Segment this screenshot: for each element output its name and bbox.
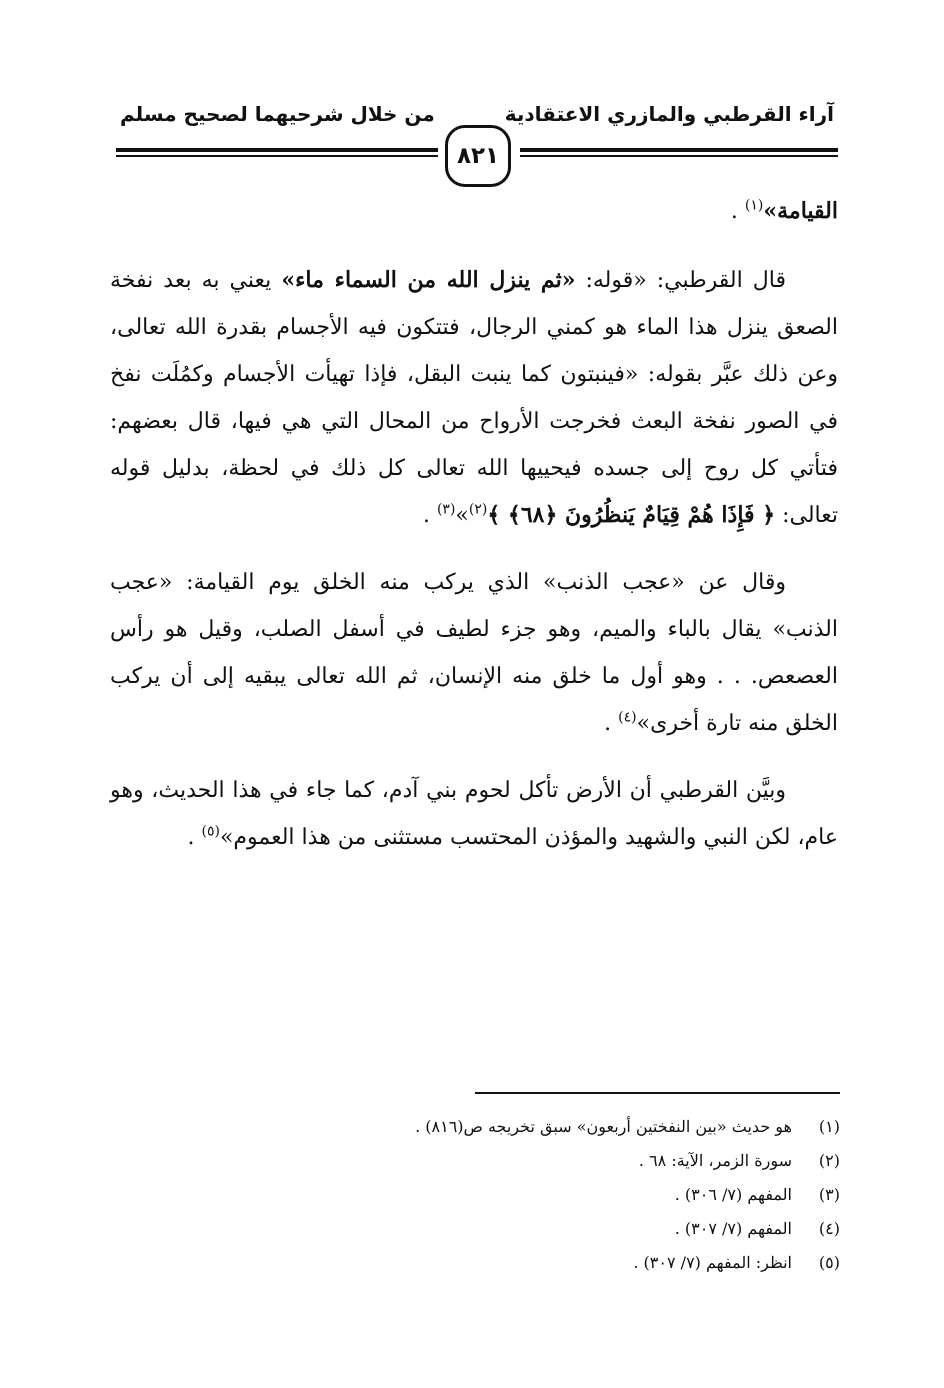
- footnote-text: المفهم (٧/ ٣٠٦) .: [674, 1185, 792, 1204]
- footnote-number: (٢): [818, 1151, 840, 1170]
- footnote-text: المفهم (٧/ ٣٠٧) .: [674, 1219, 792, 1238]
- running-header-title: آراء القرطبي والمازري الاعتقادية: [504, 102, 834, 126]
- header-rule-right-thin: [520, 155, 838, 157]
- footnote-ref: (٥): [201, 823, 220, 840]
- footnote-text: هو حديث «بين النفختين أربعون» سبق تخريجه ص(٨١٦) .: [415, 1117, 792, 1136]
- footnote-ref: (١): [744, 197, 764, 214]
- footnote: [240, 1212, 840, 1246]
- text-run: يعني به بعد نفخة الصعق ينزل هذا الماء هو كمني الرجال، فتتكون فيه الأجسام بقدرة الله تعالى، وعن ذلك عبَّر بقوله: «فينبتون كما ينبت البقل، فإذا تهيأت الأجسام وكمُلَت نفخ في الصور نفخة البعث فخرجت الأرواح من المحال التي هي فيها، قال بعضهم: فتأتي كل روح إلى جسده فيحييها الله تعالى كل ذلك في لحظة، بدليل قوله تعالى:: [110, 268, 838, 528]
- footnote-text: انظر: المفهم (٧/ ٣٠٧) .: [633, 1253, 792, 1272]
- header-rule-right-thick: [520, 148, 838, 152]
- main-text: [110, 188, 838, 881]
- footnote-text: سورة الزمر، الآية: ٦٨ .: [638, 1151, 792, 1170]
- text-run: .: [730, 199, 745, 224]
- footnote-separator: [475, 1092, 840, 1094]
- footnote-number: (٥): [818, 1253, 840, 1272]
- footnote: [240, 1178, 840, 1212]
- quran-verse: ﴿ فَإِذَا هُمْ قِيَامٌ يَنظُرُونَ ﴿٦٨﴾ ﴾: [487, 502, 776, 528]
- text-run: .: [604, 711, 619, 736]
- text-run: »: [455, 503, 469, 528]
- text-run: قال القرطبي: «قوله:: [575, 268, 786, 293]
- footnote-number: (٤): [818, 1219, 840, 1238]
- footnotes: [240, 1110, 840, 1280]
- paragraph: [110, 559, 838, 747]
- text-run: القيامة»: [763, 198, 838, 224]
- text-run: وبيَّن القرطبي أن الأرض تأكل لحوم بني آدم، كما جاء في هذا الحديث، وهو عام، لكن النبي والشهيد والمؤذن المحتسب مستثنى من هذا العموم»: [110, 778, 838, 850]
- paragraph-continuation: [110, 188, 838, 235]
- footnote: [240, 1110, 840, 1144]
- text-run: .: [187, 825, 202, 850]
- footnote: [240, 1144, 840, 1178]
- footnote-ref: (٣): [436, 501, 456, 518]
- running-header-subtitle: من خلال شرحيهما لصحيح مسلم: [120, 102, 435, 126]
- text-run: .: [422, 503, 437, 528]
- paragraph: [110, 767, 838, 861]
- header-rule-left-thick: [116, 148, 438, 152]
- footnote-number: (٣): [818, 1185, 840, 1204]
- page-number-badge: [445, 125, 511, 187]
- header-rule-left-thin: [116, 155, 438, 157]
- paragraph: [110, 257, 838, 539]
- footnote-ref: (٢): [468, 501, 488, 518]
- footnote-ref: (٤): [618, 709, 637, 726]
- footnote: [240, 1246, 840, 1280]
- text-run: وقال عن «عجب الذنب» الذي يركب منه الخلق يوم القيامة: «عجب الذنب» يقال بالباء والميم، وهو جزء لطيف في أسفل الصلب، وقيل هو رأس العصعص. . . وهو أول ما خلق منه الإنسان، ثم الله تعالى يبقيه إلى أن يركب الخلق منه تارة أخرى»: [110, 570, 838, 736]
- footnote-number: (١): [818, 1117, 840, 1136]
- page-number: ٨٢١: [456, 143, 500, 169]
- hadith-quote: «ثم ينزل الله من السماء ماء»: [281, 267, 576, 293]
